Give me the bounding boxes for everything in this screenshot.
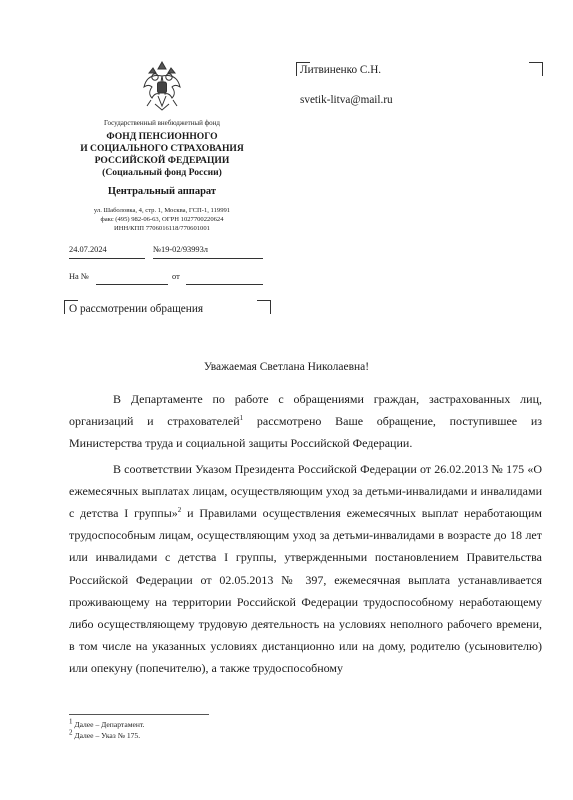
address-line-3: ИНН/КПП 7706016118/770601001: [114, 225, 210, 232]
letter-date-field: [69, 245, 145, 259]
address-line-2: факс (495) 982-06-63, ОГРН 1027700220624: [100, 216, 224, 223]
coat-of-arms-emblem: [143, 60, 181, 112]
reply-date-blank: [186, 272, 263, 285]
reply-reference-field: [69, 272, 265, 285]
subject-bracket-right: [257, 300, 271, 314]
number-sign: №: [153, 245, 161, 254]
fund-short-name: (Социальный фонд России): [102, 167, 222, 178]
agency-type: Государственный внебюджетный фонд: [104, 119, 220, 127]
greeting: Уважаемая Светлана Николаевна!: [203, 361, 370, 373]
letter-body: [69, 388, 542, 680]
division-name: Центральный аппарат: [107, 186, 217, 197]
recipient-email: svetik-litva@mail.ru: [300, 94, 393, 106]
recipient-bracket-right: [529, 62, 543, 76]
fund-name-line-3: РОССИЙСКОЙ ФЕДЕРАЦИИ: [94, 155, 230, 166]
reply-number-label: На №: [69, 272, 89, 281]
reply-number-blank: [96, 272, 168, 285]
subject-line: О рассмотрении обращения: [69, 303, 204, 315]
fund-name-line-1: ФОНД ПЕНСИОННОГО: [106, 131, 218, 142]
body-paragraph-2: В соответствии Указом Президента Российской Федерации от 26.02.2013 № 175 «О ежемесячных выплатах лицам, осуществляющим уход за детьми-инвалидами и инвалидами с детства I группы»$^2$ и Правилами осуществления ежемесячных выплат неработающим трудоспособным лицам, осуществляющим уход за детьми-инвалидами в возрасте до 18 лет или инвалидами с детства I группы, утвержденными постановлением Правительства Российской Федерации от 02.05.2013 № 397, ежемесячная выплата устанавливается проживающему на территории Российской Федерации трудоспособному неработающему либо осуществляющему трудовую деятельность на условиях неполного рабочего времени, в том числе на указанных условиях дистанционно или на дому, родителю (усыновителю) или опекуну (попечителю), а также трудоспособному: [69, 461, 542, 676]
letter-number-field: [153, 245, 263, 259]
fund-name-line-2: И СОЦИАЛЬНОГО СТРАХОВАНИЯ: [80, 143, 244, 154]
body-paragraph-1: В Департаменте по работе с обращениями граждан, застрахованных лиц, организаций и страхователей$^1$ рассмотрено Ваше обращение, поступившее из Министерства труда и социальной защиты Российской Федерации.: [69, 392, 542, 451]
footnote-ref-2: 2: [177, 506, 182, 515]
letter-number: 19-02/93993л: [161, 245, 208, 254]
reply-date-label: от: [172, 272, 180, 281]
recipient-name: Литвиненко С.Н.: [300, 64, 382, 76]
address-line-1: ул. Шаболовка, 4, стр. 1, Москва, ГСП-1, 119991: [93, 207, 231, 214]
footnote-ref-1: 1: [239, 414, 244, 423]
footnote-2: $^2$ Далее – Указ № 175.: [69, 728, 141, 740]
letter-date: 24.07.2024: [69, 245, 107, 254]
footnote-separator: [69, 714, 209, 715]
footnote-1: $^1$ Далее – Департамент.: [69, 717, 145, 729]
